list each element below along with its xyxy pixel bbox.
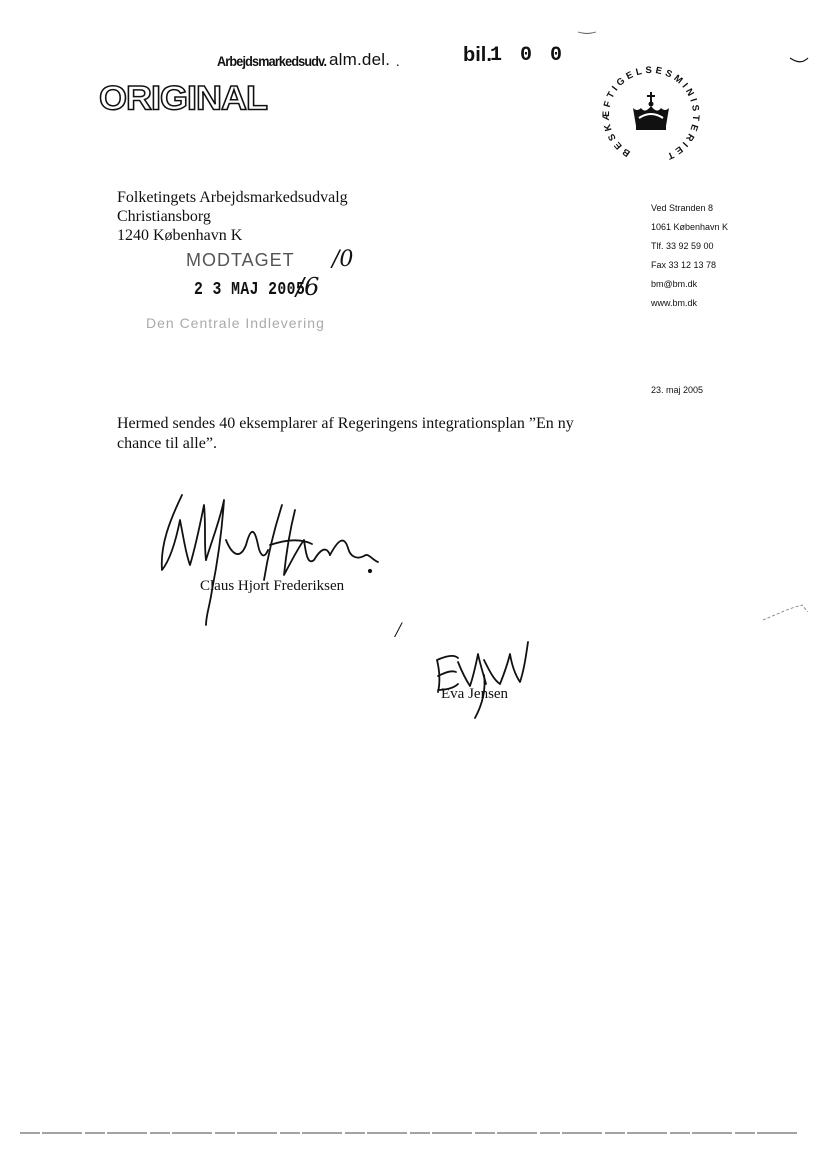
seal-text: BESKÆFTIGELSESMINISTERIET [600,64,702,163]
contact-address: Ved Stranden 8 [651,203,714,213]
stamp-dot: . [396,55,400,70]
letter-date: 23. maj 2005 [651,385,704,395]
received-stamp-label: MODTAGET [186,250,295,270]
received-hand-mark: /6 [296,273,320,301]
bil-number: 1 0 0 [490,44,566,67]
contact-fax: Fax 33 12 13 78 [651,260,717,270]
signer-name-2: Eva Jensen [441,686,509,702]
contact-email: bm@bm.dk [651,279,698,289]
recipient-line: 1240 København K [117,227,243,244]
received-hand-mark: /0 [332,247,354,272]
letter-body: Hermed sendes 40 eksemplarer af Regeringens integrationsplan ”En ny chance til alle”. [117,415,574,452]
signature-separator: / [395,617,402,642]
recipient-line: Christiansborg [117,208,211,225]
contact-web: www.bm.dk [651,298,698,308]
recipient-address [117,188,348,245]
committee-stamp: Arbejdsmarkedsudv. [217,53,327,69]
received-stamp-date: 2 3 MAJ 2005 [194,280,306,300]
contact-city: 1061 København K [651,222,729,232]
received-stamp-dept: Den Centrale Indlevering [146,315,325,331]
signer-name-1: Claus Hjort Frederiksen [200,578,345,594]
contact-info [651,199,728,313]
recipient-line: Folketingets Arbejdsmarkedsudvalg [117,189,348,206]
original-stamp: ORIGINAL [99,78,267,117]
ministry-seal [592,62,710,170]
crown-icon [633,92,669,130]
alm-del-label: alm.del. [329,50,391,69]
bil-label: bil. [463,44,492,66]
contact-phone: Tlf. 33 92 59 00 [651,241,714,251]
